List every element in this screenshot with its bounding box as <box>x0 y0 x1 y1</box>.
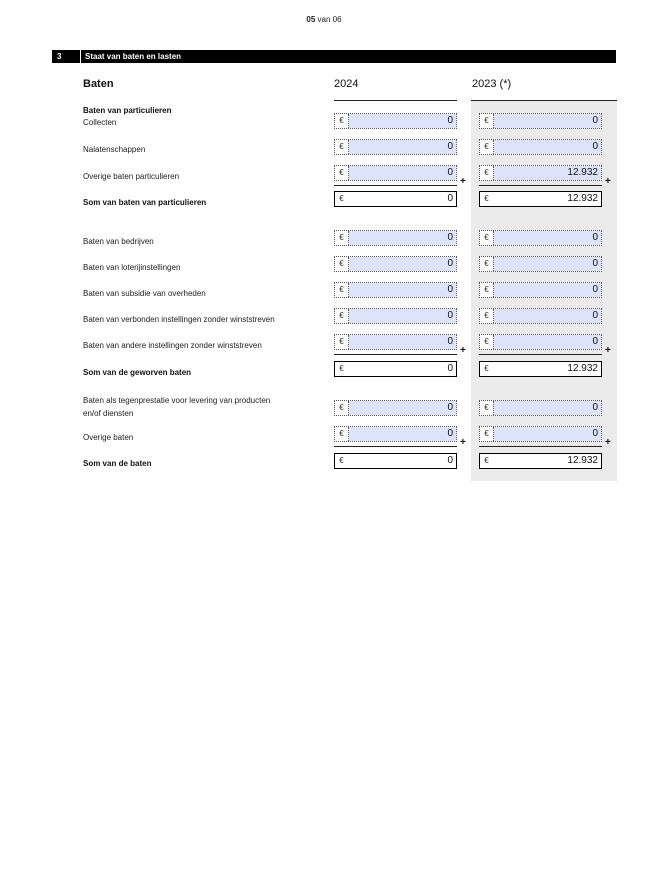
field-value: 12.932 <box>567 455 598 466</box>
field-value: 0 <box>494 257 601 271</box>
euro-icon: € <box>335 335 349 349</box>
subtotal-rule-2023 <box>479 354 602 355</box>
field-value: 0 <box>349 140 456 154</box>
field-value: 0 <box>494 140 601 154</box>
field-value: 12.932 <box>567 363 598 374</box>
field-value: 0 <box>494 427 601 441</box>
field-value: 0 <box>349 166 456 180</box>
euro-icon: € <box>480 427 494 441</box>
euro-icon: € <box>335 283 349 297</box>
group-heading-particulieren: Baten van particulieren <box>83 106 172 115</box>
row-label-andere-instellingen: Baten van andere instellingen zonder winststreven <box>83 341 262 350</box>
euro-icon: € <box>339 364 344 373</box>
section-divider <box>80 50 81 63</box>
euro-icon: € <box>480 114 494 128</box>
euro-icon: € <box>484 456 489 465</box>
field-value: 0 <box>349 309 456 323</box>
field-value: 0 <box>349 335 456 349</box>
euro-icon: € <box>480 140 494 154</box>
field-value: 0 <box>349 114 456 128</box>
input-tegenprestatie-2023[interactable] <box>479 400 602 416</box>
row-label-overige-baten-particulieren: Overige baten particulieren <box>83 172 180 181</box>
row-label-subsidie-overheden: Baten van subsidie van overheden <box>83 289 206 298</box>
row-label-som-baten: Som van de baten <box>83 459 152 468</box>
row-label-nalatenschappen: Nalatenschappen <box>83 145 146 154</box>
sum-baten-2024 <box>334 453 457 469</box>
input-collecten-2023[interactable] <box>479 113 602 129</box>
plus-sign-2024: + <box>460 345 466 356</box>
column-header-2023: 2023 (*) <box>472 78 512 90</box>
euro-icon: € <box>335 140 349 154</box>
subtotal-rule-2023 <box>479 446 602 447</box>
row-label-som-particulieren: Som van baten van particulieren <box>83 198 207 207</box>
column-header-2024: 2024 <box>334 78 359 90</box>
table-title: Baten <box>83 78 114 90</box>
field-value: 0 <box>494 283 601 297</box>
field-value: 0 <box>349 401 456 415</box>
row-label-bedrijven: Baten van bedrijven <box>83 237 154 246</box>
page-current: 05 <box>306 15 316 24</box>
sum-geworven-2024 <box>334 361 457 377</box>
input-subsidie-overheden-2024[interactable] <box>334 282 457 298</box>
input-nalatenschappen-2024[interactable] <box>334 139 457 155</box>
row-label-verbonden-instellingen: Baten van verbonden instellingen zonder winststreven <box>83 315 275 324</box>
row-label-overige-baten: Overige baten <box>83 433 134 442</box>
section-title: Staat van baten en lasten <box>85 52 182 61</box>
euro-icon: € <box>480 335 494 349</box>
input-nalatenschappen-2023[interactable] <box>479 139 602 155</box>
subtotal-rule-2024 <box>334 185 457 186</box>
euro-icon: € <box>335 114 349 128</box>
euro-icon: € <box>339 194 344 203</box>
field-value: 12.932 <box>494 166 601 180</box>
row-label-som-geworven: Som van de geworven baten <box>83 368 192 377</box>
input-overige-baten-particulieren-2024[interactable] <box>334 165 457 181</box>
euro-icon: € <box>335 231 349 245</box>
field-value: 0 <box>447 455 453 466</box>
input-loterijinstellingen-2023[interactable] <box>479 256 602 272</box>
field-value: 0 <box>349 257 456 271</box>
subtotal-rule-2023 <box>479 185 602 186</box>
euro-icon: € <box>480 166 494 180</box>
sum-geworven-2023 <box>479 361 602 377</box>
page-indicator <box>0 15 648 24</box>
euro-icon: € <box>335 309 349 323</box>
field-value: 0 <box>494 309 601 323</box>
field-value: 0 <box>494 335 601 349</box>
field-value: 0 <box>447 193 453 204</box>
euro-icon: € <box>335 401 349 415</box>
input-andere-instellingen-2024[interactable] <box>334 334 457 350</box>
section-header-bar <box>52 50 616 63</box>
euro-icon: € <box>480 257 494 271</box>
field-value: 0 <box>349 283 456 297</box>
euro-icon: € <box>335 166 349 180</box>
euro-icon: € <box>484 194 489 203</box>
input-andere-instellingen-2023[interactable] <box>479 334 602 350</box>
input-collecten-2024[interactable] <box>334 113 457 129</box>
row-label-tegenprestatie: Baten als tegenprestatie voor levering van producten <box>83 396 271 405</box>
plus-sign-2024: + <box>460 176 466 187</box>
field-value: 12.932 <box>567 193 598 204</box>
input-verbonden-instellingen-2023[interactable] <box>479 308 602 324</box>
column-header-rule-2023 <box>471 100 617 101</box>
field-value: 0 <box>494 231 601 245</box>
euro-icon: € <box>480 283 494 297</box>
field-value: 0 <box>494 114 601 128</box>
input-verbonden-instellingen-2024[interactable] <box>334 308 457 324</box>
section-number: 3 <box>57 52 62 61</box>
input-bedrijven-2024[interactable] <box>334 230 457 246</box>
euro-icon: € <box>335 257 349 271</box>
input-subsidie-overheden-2023[interactable] <box>479 282 602 298</box>
row-label-loterijinstellingen: Baten van loterijinstellingen <box>83 263 181 272</box>
subtotal-rule-2024 <box>334 354 457 355</box>
plus-sign-2023: + <box>605 437 611 448</box>
input-overige-baten-2024[interactable] <box>334 426 457 442</box>
subtotal-rule-2024 <box>334 446 457 447</box>
euro-icon: € <box>480 231 494 245</box>
sum-particulieren-2023 <box>479 191 602 207</box>
input-loterijinstellingen-2024[interactable] <box>334 256 457 272</box>
sum-baten-2023 <box>479 453 602 469</box>
row-label-tegenprestatie-line2: en/of diensten <box>83 409 134 418</box>
input-tegenprestatie-2024[interactable] <box>334 400 457 416</box>
input-bedrijven-2023[interactable] <box>479 230 602 246</box>
field-value: 0 <box>447 363 453 374</box>
euro-icon: € <box>480 309 494 323</box>
euro-icon: € <box>335 427 349 441</box>
field-value: 0 <box>349 427 456 441</box>
euro-icon: € <box>484 364 489 373</box>
euro-icon: € <box>339 456 344 465</box>
plus-sign-2023: + <box>605 176 611 187</box>
field-value: 0 <box>494 401 601 415</box>
column-header-rule-2024 <box>334 100 457 101</box>
plus-sign-2024: + <box>460 437 466 448</box>
field-value: 0 <box>349 231 456 245</box>
input-overige-baten-2023[interactable] <box>479 426 602 442</box>
sum-particulieren-2024 <box>334 191 457 207</box>
page-total: van 06 <box>317 15 342 24</box>
row-label-collecten: Collecten <box>83 118 117 127</box>
input-overige-baten-particulieren-2023[interactable] <box>479 165 602 181</box>
euro-icon: € <box>480 401 494 415</box>
plus-sign-2023: + <box>605 345 611 356</box>
